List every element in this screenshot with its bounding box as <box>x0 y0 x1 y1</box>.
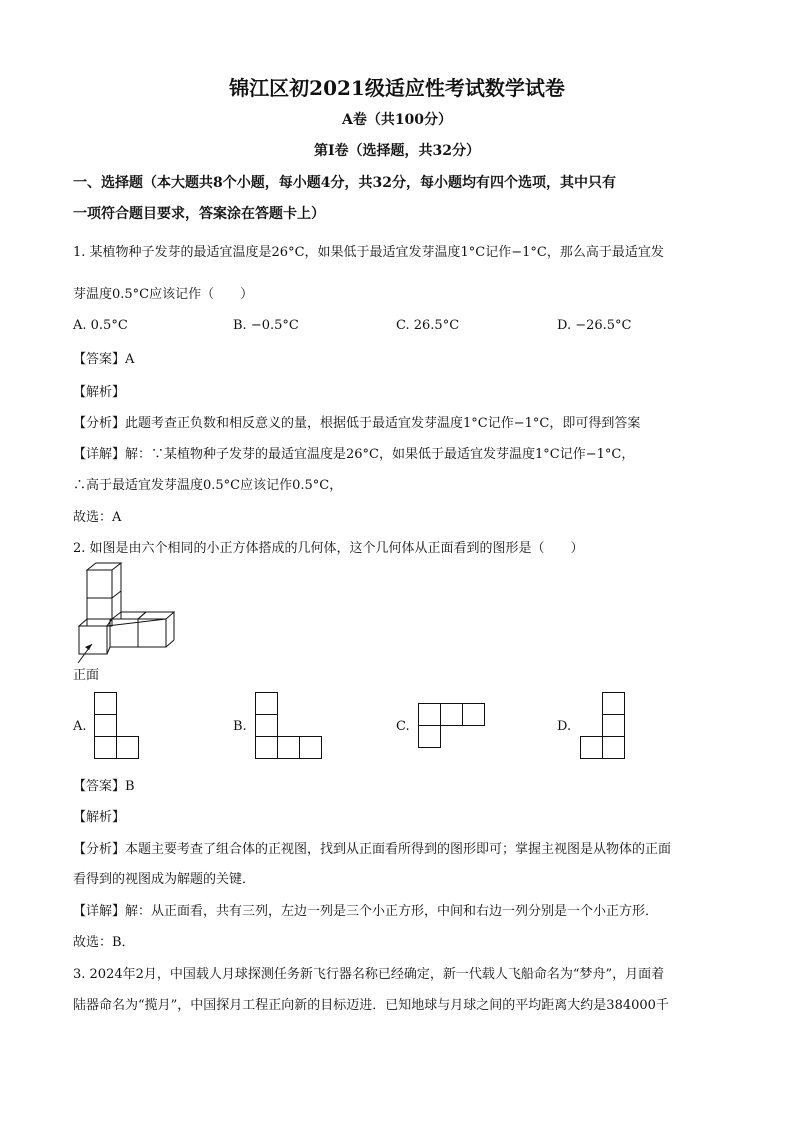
q2-option-c-label: C. <box>396 719 410 734</box>
q2-detail: 【详解】解：从正面看，共有三列，左边一列是三个小正方形，中间和右边一列分别是一个小正方形． <box>73 904 659 919</box>
q1-choice: 故选：A <box>73 510 122 525</box>
q2-analysis-head: 【解析】 <box>73 810 126 825</box>
q1-option-c: C. 26.5°C <box>396 318 460 333</box>
q2-front-label: 正面 <box>73 668 100 683</box>
q2-analysis-line1: 【分析】本题主要考查了组合体的正视图，找到从正面看所得到的图形即可；掌握主视图是从物体的正面 <box>73 842 672 857</box>
q1-stem-line2: 芽温度0.5°C应该记作（ ） <box>73 287 254 302</box>
section1-line1: 一、选择题（本大题共8个小题，每小题4分，共32分，每小题均有四个选项，其中只有 <box>73 175 616 191</box>
q1-option-a: A. 0.5°C <box>73 318 128 333</box>
page-title: 锦江区初2021级适应性考试数学试卷 <box>229 76 565 100</box>
q2-option-b-figure <box>255 692 325 762</box>
q2-option-d-label: D. <box>557 719 572 734</box>
q2-option-c-figure <box>418 703 488 751</box>
q1-option-d: D. −26.5°C <box>557 318 632 333</box>
q2-answer: 【答案】B <box>73 779 135 794</box>
q2-solid-figure <box>70 560 190 665</box>
q1-detail-line1: 【详解】解：∵某植物种子发芽的最适宜温度是26°C，如果低于最适宜发芽温度1°C记作−1°C， <box>73 447 635 462</box>
q2-option-d-figure <box>580 692 628 762</box>
q2-stem: 2. 如图是由六个相同的小正方体搭成的几何体，这个几何体从正面看到的图形是（ ） <box>73 541 584 556</box>
paper-a-heading: A卷（共100分） <box>341 112 453 128</box>
q3-stem-line2: 陆器命名为“揽月”，中国探月工程正向新的目标迈进．已知地球与月球之间的平均距离大约是384000千 <box>73 998 669 1013</box>
q1-option-b: B. −0.5°C <box>233 318 299 333</box>
q1-stem-line1: 1. 某植物种子发芽的最适宜温度是26°C，如果低于最适宜发芽温度1°C记作−1°C，那么高于最适宜发 <box>73 245 664 260</box>
part1-heading: 第Ⅰ卷（选择题，共32分） <box>313 143 481 159</box>
q2-option-b-label: B. <box>233 719 247 734</box>
q1-analysis: 【分析】此题考查正负数和相反意义的量，根据低于最适宜发芽温度1°C记作−1°C，即可得到答案 <box>73 416 641 431</box>
q1-detail-line2: ∴高于最适宜发芽温度0.5°C应该记作0.5°C， <box>73 478 343 493</box>
section1-line2: 一项符合题目要求，答案涂在答题卡上） <box>73 206 325 222</box>
q2-analysis-line2: 看得到的视图成为解题的关键． <box>73 872 256 887</box>
q3-stem-line1: 3. 2024年2月，中国载人月球探测任务新飞行器名称已经确定，新一代载人飞船命名为“梦舟”，月面着 <box>73 967 665 982</box>
q2-option-a-label: A. <box>73 719 87 734</box>
q1-analysis-head: 【解析】 <box>73 385 126 400</box>
q2-option-a-figure <box>94 692 142 762</box>
q1-answer: 【答案】A <box>73 352 135 367</box>
q2-choice: 故选：B． <box>73 935 135 950</box>
